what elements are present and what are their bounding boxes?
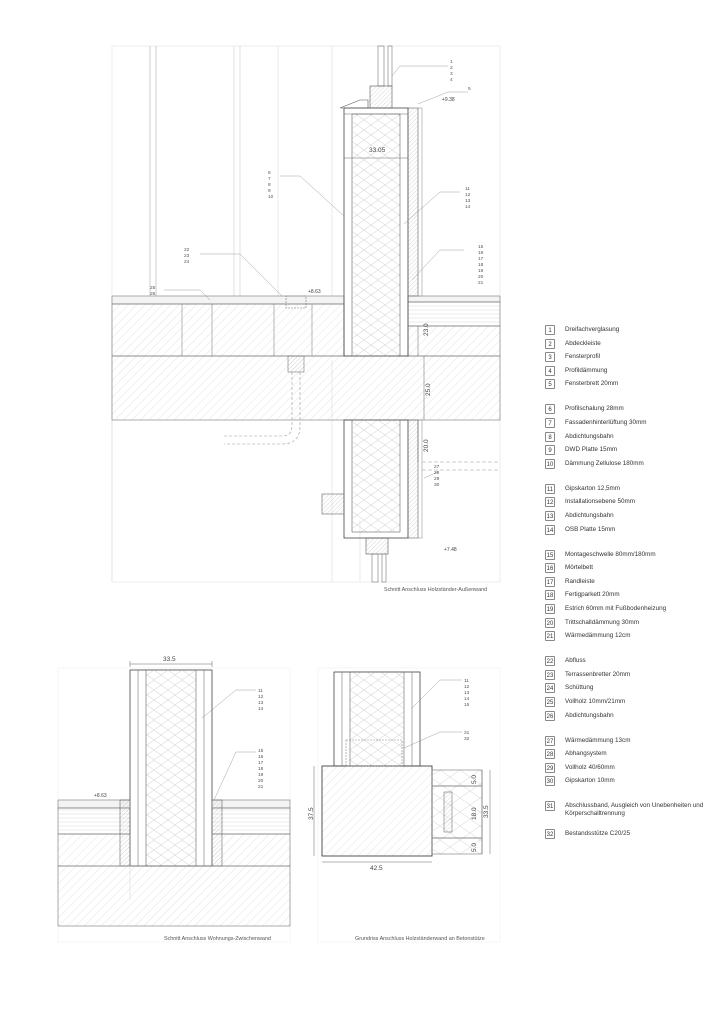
caption-apartment-wall: Schnitt Anschluss Wohnungs-Zwischenwand (164, 936, 271, 942)
legend-item-12 (545, 496, 720, 508)
legend-text: Vollholz 10mm/21mm (565, 698, 626, 705)
legend-text: Abfluss (565, 657, 586, 665)
legend-item-3 (545, 351, 720, 363)
legend-item-24 (545, 682, 720, 694)
legend-item-27 (545, 735, 720, 747)
svg-text:13: 13 (465, 199, 471, 204)
legend-text: Vollholz 40/60mm (565, 763, 615, 771)
svg-text:1: 1 (450, 60, 453, 65)
elev-lower-window: +7.48 (444, 547, 457, 553)
legend-number: 19 (545, 604, 555, 614)
caption-column-plan: Grundriss Anschluss Holzständerwand an Betonstütze (355, 936, 485, 942)
legend-item-22 (545, 655, 720, 667)
svg-text:30: 30 (434, 483, 440, 488)
legend-text: OSB Platte 15mm (565, 525, 616, 533)
svg-text:26: 26 (150, 292, 156, 297)
legend-number: 4 (545, 366, 555, 376)
svg-text:8: 8 (268, 183, 271, 188)
svg-text:16: 16 (258, 755, 264, 760)
legend-item-18 (545, 589, 720, 601)
svg-text:19: 19 (478, 269, 484, 274)
svg-text:12: 12 (258, 695, 264, 700)
svg-text:10: 10 (268, 195, 274, 200)
legend-item-14 (545, 524, 720, 536)
legend-number: 15 (545, 550, 555, 560)
svg-text:15: 15 (258, 749, 264, 754)
legend-number: 12 (545, 497, 555, 507)
svg-text:24: 24 (184, 260, 190, 265)
svg-text:20: 20 (478, 275, 484, 280)
svg-text:14: 14 (464, 697, 470, 702)
legend-item-32 (545, 828, 720, 840)
svg-text:21: 21 (258, 785, 264, 790)
legend-item-17 (545, 576, 720, 588)
svg-text:13: 13 (464, 691, 470, 696)
legend-text: Gipskarton 12,5mm (565, 484, 620, 492)
legend-number: 13 (545, 511, 555, 521)
legend-number: 32 (545, 829, 555, 839)
svg-text:4: 4 (450, 78, 453, 83)
dim-wall-lower: 20.0 (423, 439, 430, 452)
svg-text:3: 3 (450, 72, 453, 77)
legend-item-28 (545, 748, 720, 760)
legend-text: Gipskarton 10mm (565, 777, 615, 785)
legend-item-5 (545, 378, 720, 390)
legend-item-9 (545, 444, 720, 456)
legend-text: Dreifachverglasung (565, 326, 620, 333)
svg-text:18: 18 (478, 263, 484, 268)
legend-item-25 (545, 696, 720, 708)
legend-number: 6 (545, 404, 555, 414)
svg-text:9: 9 (268, 189, 271, 194)
legend-item-20 (545, 617, 720, 629)
legend-item-21 (545, 630, 720, 642)
legend-number: 30 (545, 776, 555, 786)
legend-number: 18 (545, 590, 555, 600)
legend-number: 29 (545, 763, 555, 773)
elev-window-sill: +9.38 (442, 97, 455, 103)
svg-text:21: 21 (478, 281, 484, 286)
callouts-apartment-wall (258, 688, 264, 712)
legend-number: 9 (545, 445, 555, 455)
svg-text:22: 22 (184, 248, 190, 253)
legend-text: Fensterprofil (565, 353, 600, 361)
svg-text:28: 28 (434, 471, 440, 476)
dim-insul-bottom: 5.0 (471, 842, 478, 852)
elev-floor-apartment: +8.63 (94, 793, 107, 799)
legend-item-2 (545, 338, 720, 350)
legend-number: 25 (545, 697, 555, 707)
svg-text:6: 6 (268, 171, 271, 176)
callouts-column (464, 730, 470, 742)
legend-number: 26 (545, 711, 555, 721)
legend-item-30 (545, 775, 720, 787)
svg-text:20: 20 (258, 779, 264, 784)
legend-text: Estrich 60mm mit Fußbodenheizung (565, 605, 667, 612)
svg-text:7: 7 (268, 177, 271, 182)
legend-text: Bestandsstütze C20/25 (565, 830, 631, 837)
legend-number: 17 (545, 577, 555, 587)
dim-slab-main: 25.0 (425, 383, 432, 396)
legend-item-7 (545, 417, 720, 429)
legend-text: Abhangsystem (565, 750, 607, 758)
legend-text: Schüttung (565, 684, 594, 692)
svg-text:18: 18 (258, 767, 264, 772)
svg-text:14: 14 (258, 707, 264, 712)
dim-wall-top: 33.05 (369, 147, 386, 154)
svg-text:27: 27 (434, 465, 440, 470)
legend-number: 23 (545, 670, 555, 680)
callouts-terrace (184, 247, 190, 265)
legend-number: 11 (545, 484, 555, 494)
svg-text:5: 5 (468, 87, 471, 92)
legend-text: Wärmedämmung 13cm (565, 736, 631, 744)
svg-text:16: 16 (478, 251, 484, 256)
svg-text:13: 13 (258, 701, 264, 706)
legend-text: Dämmung Zellulose 180mm (565, 459, 644, 467)
legend-text: Abdichtungsbahn (565, 512, 614, 519)
caption-outer-wall: Schnitt Anschluss Holzständer-Außenwand (384, 587, 488, 593)
callouts-facade (268, 170, 274, 200)
legend-number: 31 (545, 801, 555, 811)
svg-text:19: 19 (258, 773, 264, 778)
legend-item-1 (545, 324, 720, 336)
legend-item-26 (545, 710, 720, 722)
dim-insul-top: 5.0 (471, 774, 478, 784)
dim-column-height: 37.5 (308, 807, 315, 820)
legend-text: Abdeckleiste (565, 339, 601, 347)
elev-floor-top: +8.63 (308, 289, 321, 295)
legend-number: 2 (545, 339, 555, 349)
legend-item-8 (545, 431, 720, 443)
apartment-wall-section (58, 668, 290, 942)
svg-text:11: 11 (464, 679, 469, 684)
legend-item-16 (545, 562, 720, 574)
legend-number: 8 (545, 432, 555, 442)
legend-item-10 (545, 458, 720, 470)
legend-text: Trittschalldämmung 30mm (565, 618, 639, 626)
legend-text: Abdichtungsbahn (565, 711, 614, 719)
legend-number: 1 (545, 325, 555, 335)
legend-number: 5 (545, 379, 555, 389)
svg-text:11: 11 (258, 689, 263, 694)
legend-number: 21 (545, 631, 555, 641)
legend-number: 10 (545, 459, 555, 469)
callouts-window (450, 59, 471, 92)
svg-text:31: 31 (464, 731, 470, 736)
legend-text: Mörtelbett (565, 564, 593, 572)
legend-item-13 (545, 510, 720, 522)
legend-number: 7 (545, 418, 555, 428)
legend-text: Terrassenbretter 20mm (565, 670, 631, 678)
legend-text: Fensterbrett 20mm (565, 380, 619, 388)
svg-text:32: 32 (464, 737, 470, 742)
column-plan (318, 668, 500, 942)
callouts-column-wall (464, 678, 470, 708)
legend-text: Installationsebene 50mm (565, 498, 636, 506)
dim-column-width: 42.5 (370, 865, 383, 872)
dim-insul-mid: 18.0 (471, 807, 478, 820)
callouts-apartment-floor (258, 748, 264, 790)
svg-text:14: 14 (465, 205, 471, 210)
legend-text: Montageschwelle 80mm/180mm (565, 550, 656, 558)
legend-item-15 (545, 549, 720, 561)
legend-number: 3 (545, 352, 555, 362)
svg-text:2: 2 (450, 66, 453, 71)
legend-number: 16 (545, 563, 555, 573)
legend-number: 20 (545, 618, 555, 628)
dim-wall-width: 33.5 (163, 656, 176, 663)
svg-text:15: 15 (478, 245, 484, 250)
legend-text: Fertigparkett 20mm (565, 591, 620, 599)
svg-text:12: 12 (465, 193, 471, 198)
legend-item-19 (545, 603, 720, 615)
svg-text:23: 23 (184, 254, 190, 259)
outer-wall-section (112, 46, 500, 582)
svg-text:12: 12 (464, 685, 470, 690)
legend-text: Wärmedämmung 12cm (565, 632, 631, 640)
callouts-inner-wall (465, 186, 471, 210)
legend-number: 28 (545, 749, 555, 759)
legend-text: Randleiste (565, 577, 595, 585)
legend-text: Profilschalung 28mm (565, 405, 624, 413)
legend-text: Abschlussband, Ausgleich von Unebenheiten und Körperschalltrennung (565, 802, 704, 818)
svg-text:17: 17 (258, 761, 264, 766)
legend-item-6 (545, 403, 720, 415)
dim-insul-total: 33.5 (483, 805, 490, 818)
legend-text: Fassadenhinterlüftung 30mm (565, 419, 647, 426)
legend-number: 22 (545, 656, 555, 666)
callouts-floor (478, 244, 484, 286)
svg-text:15: 15 (464, 703, 470, 708)
legend-text: DWD Platte 15mm (565, 446, 618, 454)
legend-number: 27 (545, 736, 555, 746)
svg-text:25: 25 (150, 286, 156, 291)
svg-text:11: 11 (465, 187, 470, 192)
legend-item-11 (545, 483, 720, 495)
legend-number: 14 (545, 525, 555, 535)
legend-text: Abdichtungsbahn (565, 432, 614, 440)
legend-item-4 (545, 365, 720, 377)
callouts-ceiling (434, 464, 440, 488)
legend-text: Profildämmung (565, 366, 608, 374)
legend-item-29 (545, 762, 720, 774)
legend-number: 24 (545, 683, 555, 693)
legend-item-23 (545, 669, 720, 681)
dim-slab-upper: 23.0 (423, 323, 430, 336)
callouts-wood (150, 285, 156, 297)
svg-text:17: 17 (478, 257, 484, 262)
svg-text:29: 29 (434, 477, 440, 482)
